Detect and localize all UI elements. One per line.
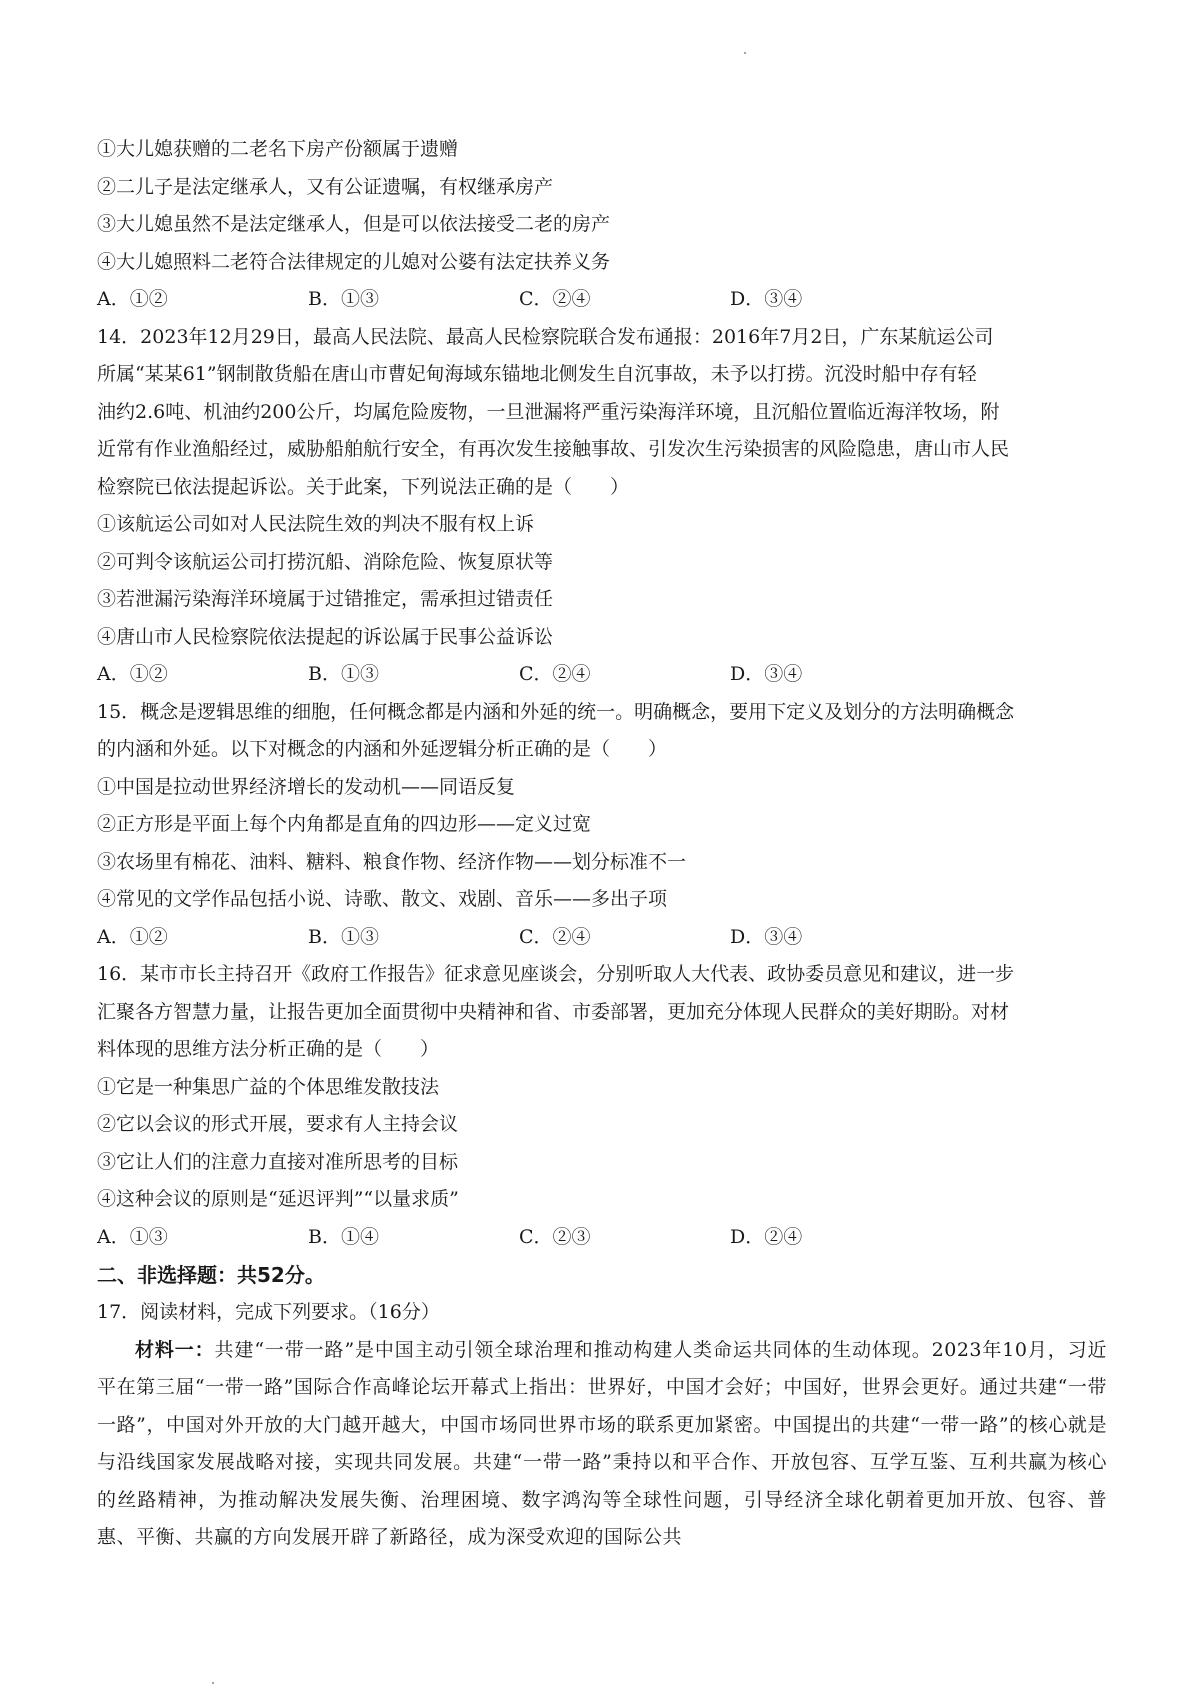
q14-options [97, 656, 1107, 694]
q16-option-a: A．①③ [97, 1225, 168, 1248]
q16-item-2: ②它以会议的形式开展，要求有人主持会议 [97, 1113, 459, 1135]
q13-item-1: ①大儿媳获赠的二老名下房产份额属于遗赠 [97, 138, 459, 160]
q15-item-2: ②正方形是平面上每个内角都是直角的四边形——定义过宽 [97, 813, 592, 835]
q16-item-1: ①它是一种集思广益的个体思维发散技法 [97, 1075, 440, 1098]
q13-items [97, 131, 1107, 281]
q14-items [97, 506, 1107, 656]
q15-item-4: ④常见的文学作品包括小说、诗歌、散文、戏剧、音乐——多出子项 [97, 888, 668, 910]
section-2-heading: 二、非选择题：共52分。 [97, 1263, 325, 1287]
q15-items [97, 769, 1107, 919]
q16-stem-line: 料体现的思维方法分析正确的是（ ） [97, 1038, 440, 1060]
q14-stem [97, 319, 1107, 507]
scan-speck [744, 52, 746, 54]
q13-option-d: D．③④ [730, 288, 803, 310]
q17-material-1 [97, 1332, 1107, 1557]
q13-option-a: A．①② [97, 288, 168, 310]
q16-option-d: D．②④ [730, 1225, 803, 1248]
q16-stem [97, 956, 1107, 1069]
material-1-text: 共建“一带一路”是中国主动引领全球治理和推动构建人类命运共同体的生动体现。2023年10月，习近平在第三届“一带一路”国际合作高峰论坛开幕式上指出：世界好，中国才会好；中国好，世界会更好。通过共建“一带一路”，中国对外开放的大门越开越大，中国市场同世界市场的联系更加紧密。中国提出的共建“一带一路”的核心就是与沿线国家发展战略对接，实现共同发展。共建“一带一路”秉持以和平合作、开放包容、互学互鉴、互利共赢为核心的丝路精神，为推动解决发展失衡、治理困境、数字鸿沟等全球性问题，引导经济全球化朝着更加开放、包容、普惠、平衡、共赢的方向发展开辟了新路径，成为深受欢迎的国际公共 [97, 1338, 1107, 1548]
q17-title: 17．阅读材料，完成下列要求。（16分） [97, 1301, 440, 1323]
q16-stem-line: 汇聚各方智慧力量，让报告更加全面贯彻中央精神和省、市委部署，更加充分体现人民群众的美好期盼。对材 [97, 1000, 1010, 1023]
q14-item-1: ①该航运公司如对人民法院生效的判决不服有权上诉 [97, 513, 535, 535]
q14-stem-line: 近常有作业渔船经过，威胁船舶航行安全，有再次发生接触事故、引发次生污染损害的风险隐患，唐山市人民 [97, 438, 1010, 460]
q16-option-b: B．①④ [308, 1225, 379, 1248]
q13-option-c: C．②④ [519, 288, 591, 310]
q14-stem-line: 检察院已依法提起诉讼。关于此案，下列说法正确的是（ ） [97, 475, 630, 498]
q16-item-4: ④这种会议的原则是“延迟评判”“以量求质” [97, 1188, 459, 1210]
q16-option-c: C．②③ [519, 1225, 591, 1248]
q13-item-2: ②二儿子是法定继承人，又有公证遗嘱，有权继承房产 [97, 175, 554, 198]
q16-stem-line: 16．某市市长主持召开《政府工作报告》征求意见座谈会，分别听取人大代表、政协委员意见和建议，进一步 [97, 963, 1015, 985]
q15-options [97, 919, 1107, 957]
q14-option-b: B．①③ [308, 663, 379, 685]
q16-options [97, 1219, 1107, 1257]
q16-item-3: ③它让人们的注意力直接对准所思考的目标 [97, 1150, 459, 1173]
q14-stem-line: 油约2.6吨、机油约200公斤，均属危险废物，一旦泄漏将严重污染海洋环境，且沉船位置临近海洋牧场，附 [97, 400, 1000, 423]
q13-options [97, 281, 1107, 319]
q14-option-c: C．②④ [519, 663, 591, 685]
q14-stem-line: 14．2023年12月29日，最高人民法院、最高人民检察院联合发布通报：2016年7月2日，广东某航运公司 [97, 325, 994, 348]
q14-item-2: ②可判令该航运公司打捞沉船、消除危险、恢复原状等 [97, 550, 554, 573]
q15-option-b: B．①③ [308, 925, 379, 948]
q15-option-d: D．③④ [730, 925, 803, 948]
material-1-label: 材料一： [135, 1338, 215, 1361]
q15-item-1: ①中国是拉动世界经济增长的发动机——同语反复 [97, 775, 516, 798]
scan-speck [212, 1682, 214, 1684]
q14-item-3: ③若泄漏污染海洋环境属于过错推定，需承担过错责任 [97, 588, 554, 610]
q13-item-3: ③大儿媳虽然不是法定继承人，但是可以依法接受二老的房产 [97, 213, 611, 235]
q16-items [97, 1069, 1107, 1219]
q15-item-3: ③农场里有棉花、油料、糖料、粮食作物、经济作物——划分标准不一 [97, 850, 687, 873]
q13-item-4: ④大儿媳照料二老符合法律规定的儿媳对公婆有法定扶养义务 [97, 250, 611, 273]
q14-item-4: ④唐山市人民检察院依法提起的诉讼属于民事公益诉讼 [97, 625, 554, 648]
q14-option-d: D．③④ [730, 663, 803, 685]
q15-stem-line: 的内涵和外延。以下对概念的内涵和外延逻辑分析正确的是（ ） [97, 738, 668, 760]
q15-stem-line: 15．概念是逻辑思维的细胞，任何概念都是内涵和外延的统一。明确概念，要用下定义及划分的方法明确概念 [97, 700, 1015, 723]
q15-option-a: A．①② [97, 925, 168, 948]
q13-option-b: B．①③ [308, 288, 379, 310]
q15-option-c: C．②④ [519, 925, 591, 948]
q14-stem-line: 所属“某某61”钢制散货船在唐山市曹妃甸海域东锚地北侧发生自沉事故，未予以打捞。沉没时船中存有轻 [97, 363, 977, 385]
exam-page [97, 131, 1107, 1557]
q14-option-a: A．①② [97, 663, 168, 685]
q15-stem [97, 694, 1107, 769]
